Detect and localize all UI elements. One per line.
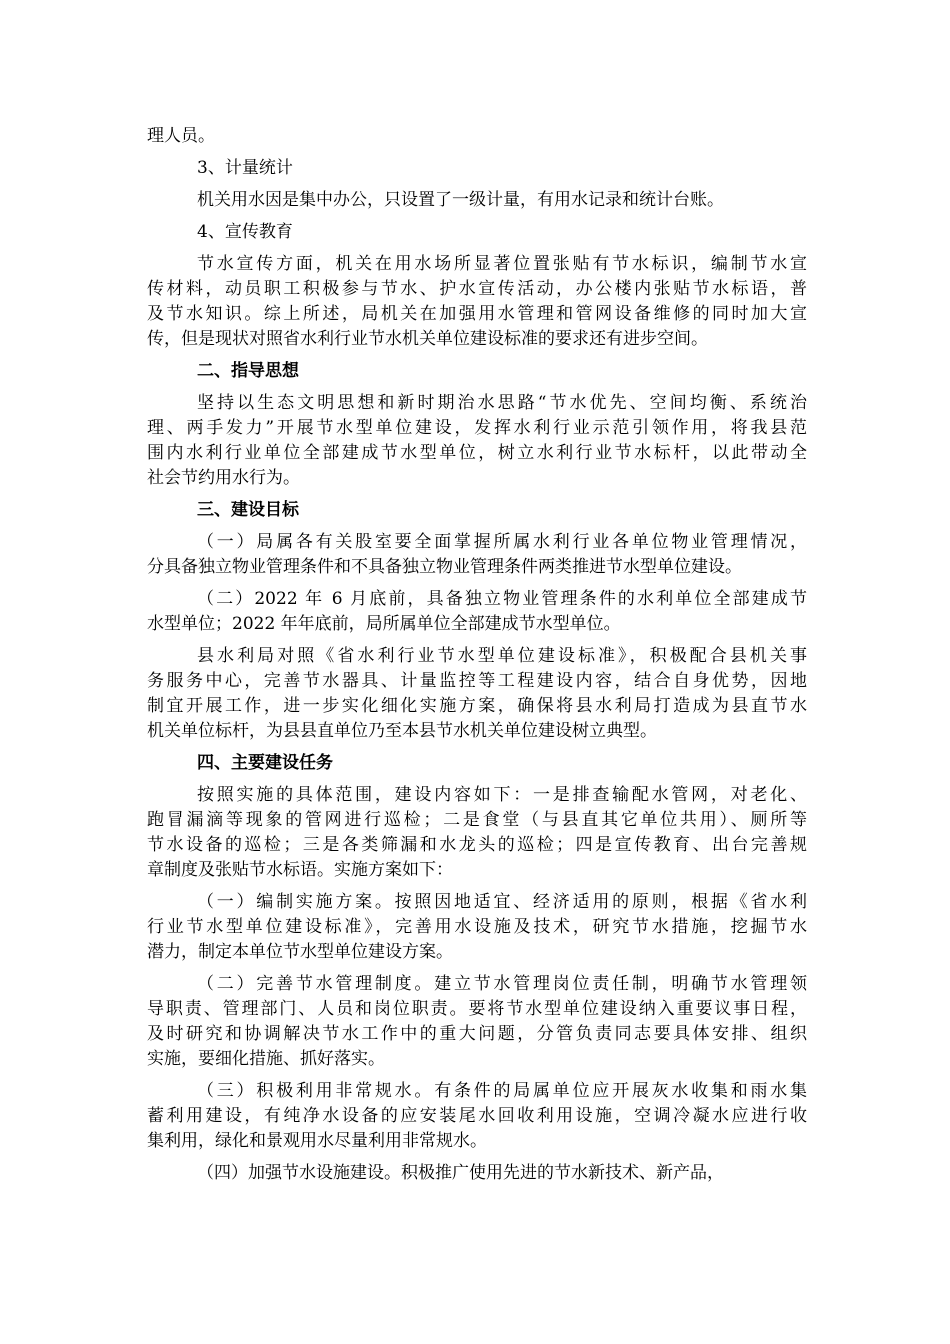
text-line: 按照实施的具体范围，建设内容如下：一是排查输配水管网，对老化、 [197,785,807,805]
paragraph [147,972,807,1072]
text-line: 节水设备的巡检；三是各类筛漏和水龙头的巡检；四是宣传教育、出台完善规 [147,835,807,855]
text-line: 传，但是现状对照省水利行业节水机关单位建设标准的要求还有进步空间。 [147,329,708,349]
paragraph [147,587,807,637]
text-line: 及时研究和协调解决节水工作中的重大问题，分管负责同志要具体安排、组织 [147,1024,807,1044]
text-line: 潜力，制定本单位节水型单位建设方案。 [147,942,453,962]
text-line: 理、两手发力”开展节水型单位建设，发挥水利行业示范引领作用，将我县范 [147,418,807,438]
paragraph [147,1079,807,1154]
paragraph [147,644,807,744]
text-line: 分具备独立物业管理条件和不具备独立物业管理条件两类推进节水型单位建设。 [147,557,742,577]
text-line: （一）局属各有关股室要全面掌握所属水利行业各单位物业管理情况， [197,532,807,552]
paragraph [147,252,807,352]
text-line: 4、宣传教育 [197,222,293,242]
paragraph [147,890,807,965]
text-line: 节水宣传方面，机关在用水场所显著位置张贴有节水标识，编制节水宣 [197,254,807,274]
text-line: （二）2022 年 6 月底前，具备独立物业管理条件的水利单位全部建成节 [197,589,807,609]
text-line: （三）积极利用非常规水。有条件的局属单位应开展灰水收集和雨水集 [197,1081,807,1101]
paragraph [147,783,807,883]
text-line: 跑冒漏滴等现象的管网进行巡检；二是食堂（与县直其它单位共用）、厕所等 [147,810,807,830]
text-line: 集利用，绿化和景观用水尽量利用非常规水。 [147,1131,487,1151]
text-line: 二、指导思想 [197,361,299,381]
text-line: 3、计量统计 [197,158,293,178]
text-line: 蓄利用建设，有纯净水设备的应安装尾水回收利用设施，空调冷凝水应进行收 [147,1106,807,1126]
text-line: 理人员。 [147,126,215,146]
text-line: 导职责、管理部门、人员和岗位职责。要将节水型单位建设纳入重要议事日程， [147,999,807,1019]
paragraph [147,391,807,491]
text-line: 制宜开展工作，进一步实化细化实施方案，确保将县水利局打造成为县直节水 [147,696,807,716]
paragraph [147,124,807,149]
text-line: 机关单位标杆，为县县直单位乃至本县节水机关单位建设树立典型。 [147,721,657,741]
section-heading [147,359,807,384]
paragraph [147,188,807,213]
text-line: 县水利局对照《省水利行业节水型单位建设标准》，积极配合县机关事 [197,646,807,666]
text-line: 水型单位；2022 年年底前，局所属单位全部建成节水型单位。 [147,614,621,634]
text-line: （二）完善节水管理制度。建立节水管理岗位责任制，明确节水管理领 [197,974,807,994]
subsection-heading [147,220,807,245]
text-line: 行业节水型单位建设标准》，完善用水设施及技术，研究节水措施，挖掘节水 [147,917,807,937]
text-line: 坚持以生态文明思想和新时期治水思路“节水优先、空间均衡、系统治 [197,393,807,413]
text-line: 章制度及张贴节水标语。实施方案如下： [147,860,453,880]
paragraph [147,1161,807,1186]
text-line: 三、建设目标 [197,500,299,520]
paragraph [147,530,807,580]
subsection-heading [147,156,807,181]
text-line: （一）编制实施方案。按照因地适宜、经济适用的原则，根据《省水利 [197,892,807,912]
text-line: 实施，要细化措施、抓好落实。 [147,1049,385,1069]
section-heading [147,751,807,776]
document-page [147,124,807,1186]
text-line: 传材料，动员职工积极参与节水、护水宣传活动，办公楼内张贴节水标语，普 [147,279,807,299]
text-line: 社会节约用水行为。 [147,468,300,488]
text-line: 务服务中心，完善节水器具、计量监控等工程建设内容，结合自身优势，因地 [147,671,807,691]
text-line: 机关用水因是集中办公，只设置了一级计量，有用水记录和统计台账。 [197,190,724,210]
text-line: 四、主要建设任务 [197,753,333,773]
text-line: 围内水利行业单位全部建成节水型单位，树立水利行业节水标杆，以此带动全 [147,443,807,463]
text-line: （四）加强节水设施建设。积极推广使用先进的节水新技术、新产品， [197,1163,724,1183]
section-heading [147,498,807,523]
text-line: 及节水知识。综上所述，局机关在加强用水管理和管网设备维修的同时加大宣 [147,304,807,324]
